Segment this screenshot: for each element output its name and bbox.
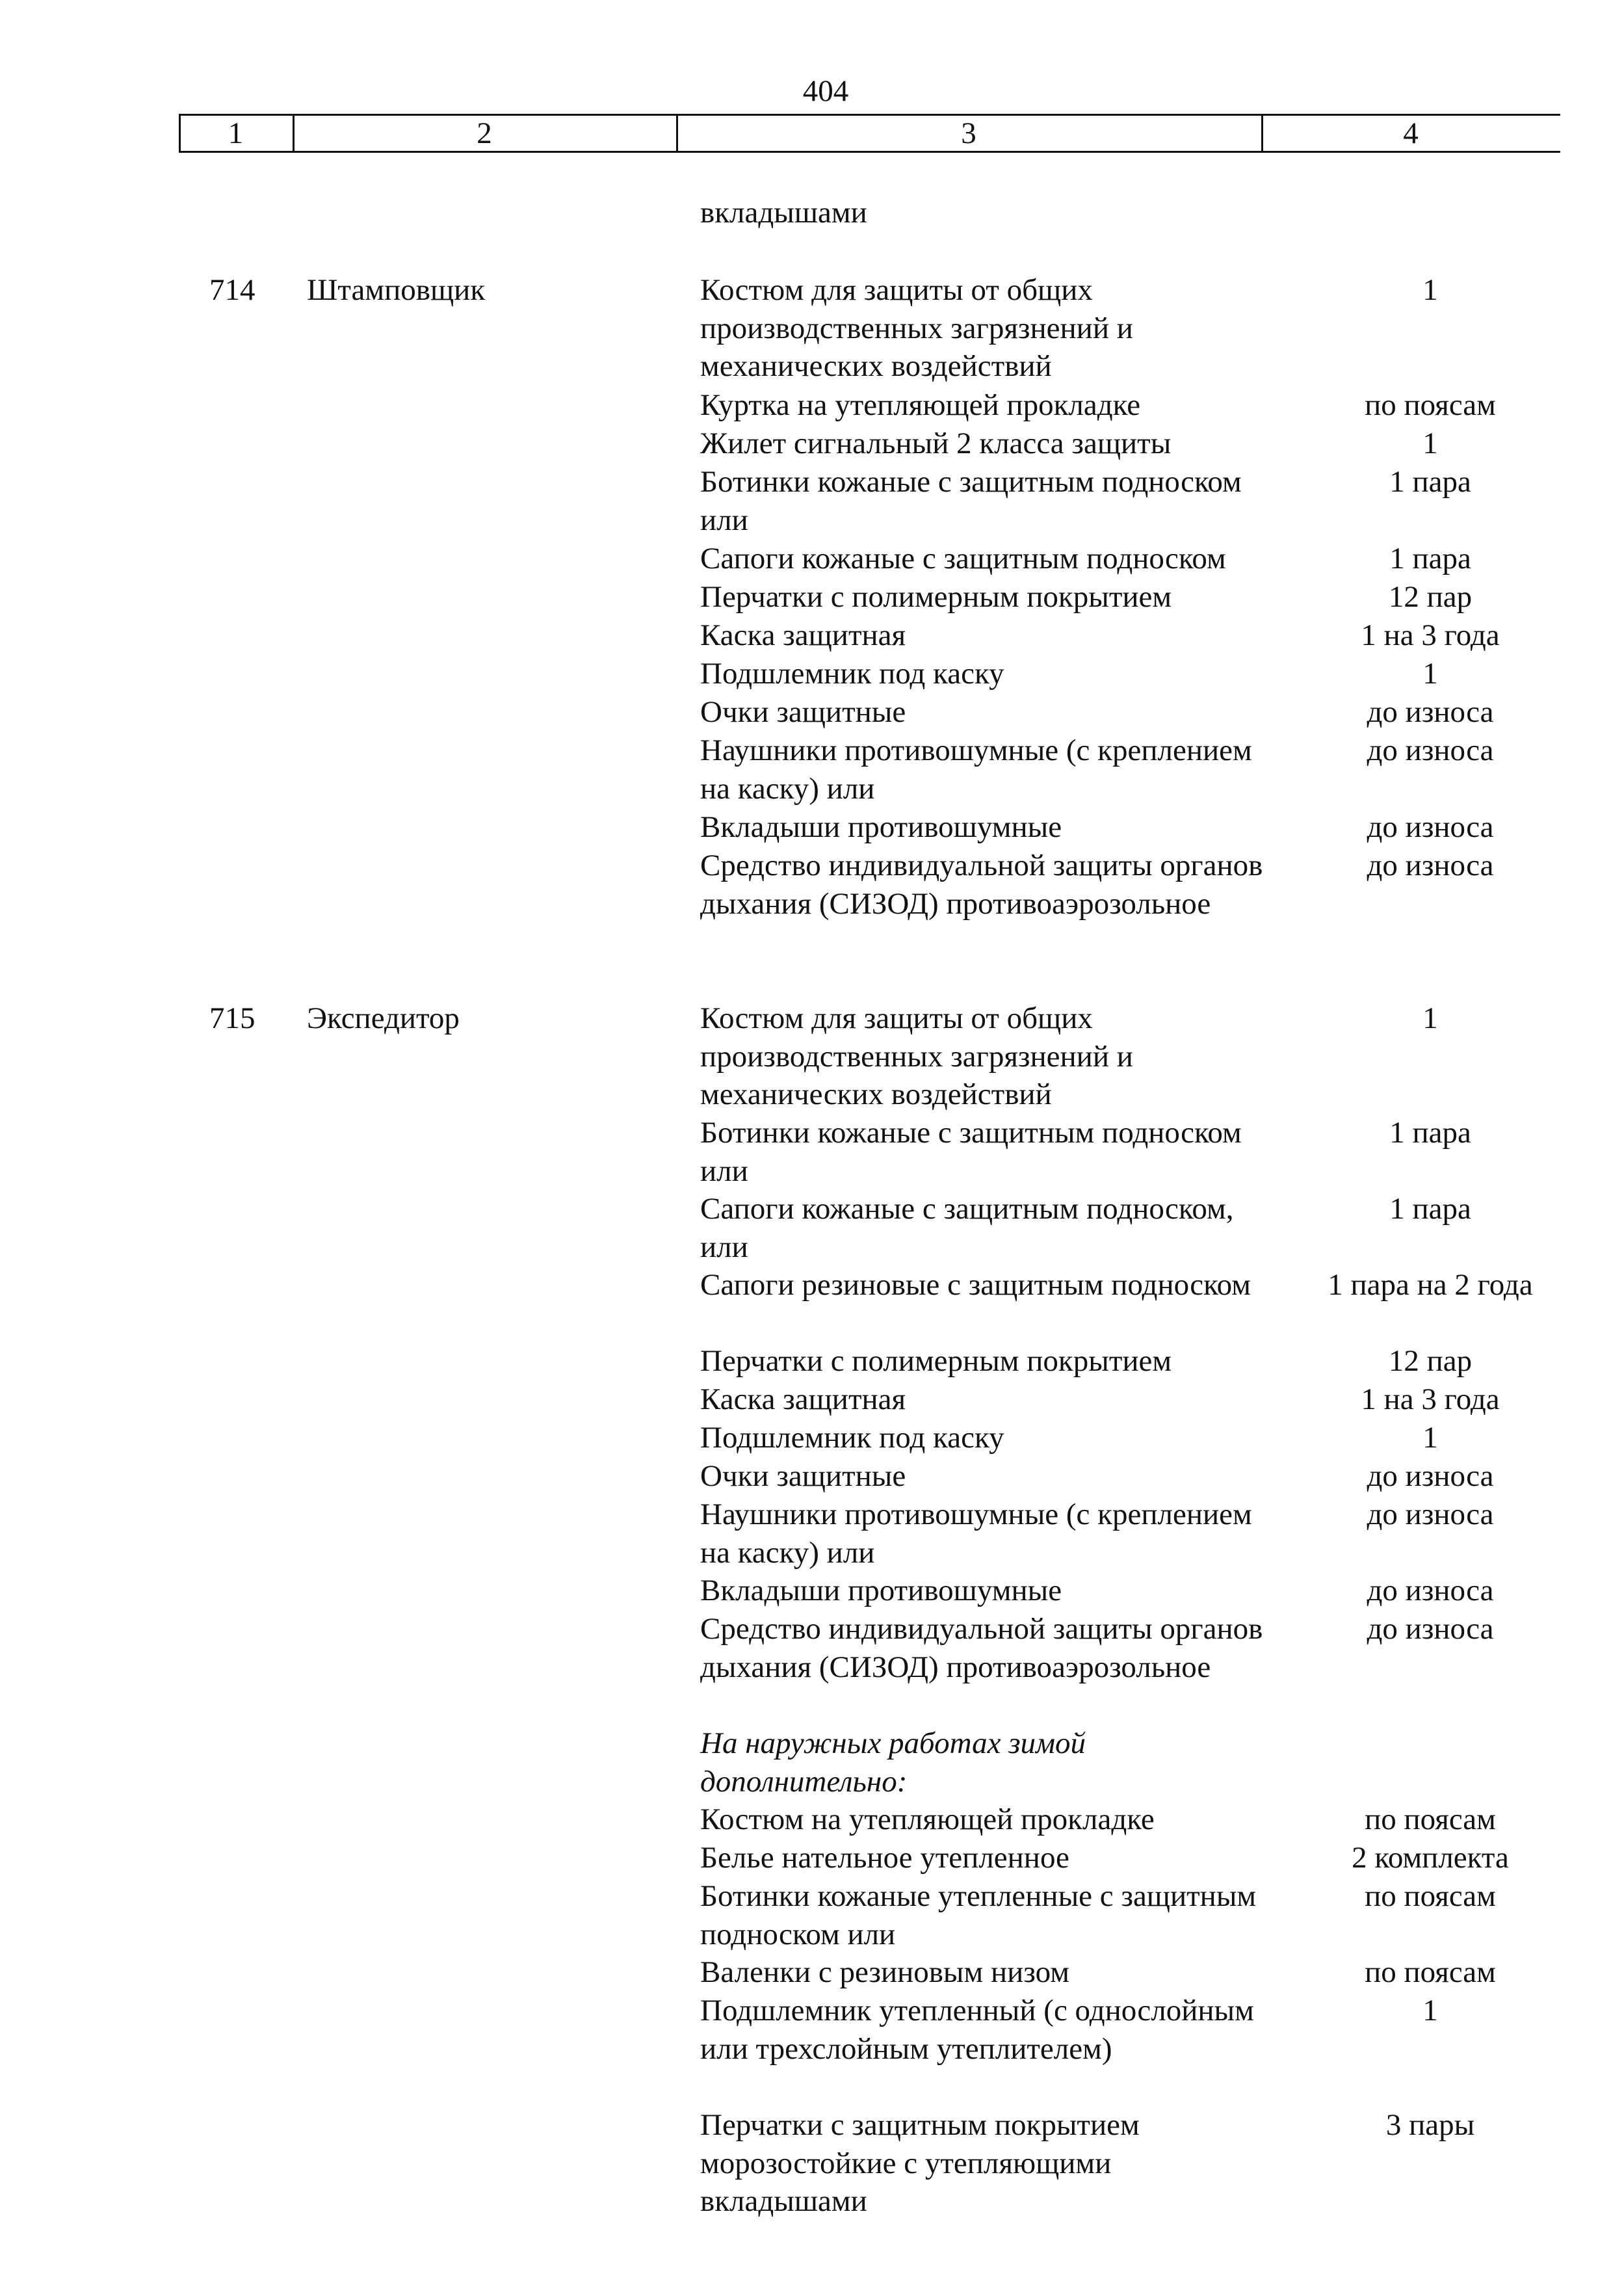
header-col-1: 1 [228,116,244,150]
ppe-norm: 1 [1422,273,1438,307]
ppe-norm: 1 [1422,1421,1438,1455]
ppe-item: Куртка на утепляющей прокладке [700,388,1141,422]
ppe-item: Сапоги резиновые с защитным подноском [700,1268,1251,1302]
ppe-norm: до износа [1367,1574,1494,1607]
ppe-norm: до износа [1367,695,1494,729]
ppe-item: Перчатки с полимерным покрытием [700,1344,1172,1378]
ppe-norm: 3 пары [1385,2108,1475,2142]
ppe-norm: 1 пара [1389,1192,1471,1226]
ppe-norm: до износа [1367,810,1494,844]
ppe-item: Сапоги кожаные с защитным подноском, или [700,1192,1234,1264]
continuation-text: вкладышами [700,196,867,230]
profession-name: Экспедитор [307,1001,460,1035]
header-col-3: 3 [961,116,976,150]
ppe-item: Сапоги кожаные с защитным подноском [700,542,1226,575]
ppe-norm: по поясам [1365,1879,1496,1913]
ppe-norm: по поясам [1365,1802,1496,1836]
ppe-item: Очки защитные [700,1459,906,1493]
ppe-item: Жилет сигнальный 2 класса защиты [700,427,1172,460]
ppe-item: Наушники противошумные (с креплением на каску) или [700,1498,1252,1570]
ppe-item: Подшлемник утепленный (с однослойным или трехслойным утеплителем) [700,1994,1254,2066]
header-col-4: 4 [1403,116,1419,150]
ppe-norm: 1 пара [1389,1116,1471,1150]
ppe-norm: 1 [1422,1994,1438,2027]
ppe-norm: 2 комплекта [1352,1841,1509,1875]
ppe-item: Ботинки кожаные с защитным подноском или [700,465,1242,537]
ppe-item: Очки защитные [700,695,906,729]
ppe-norm: 1 на 3 года [1361,1382,1500,1416]
page-number: 404 [802,74,849,108]
profession-name: Штамповщик [307,273,486,307]
ppe-norm: до износа [1367,1612,1494,1646]
ppe-item: Валенки с резиновым низом [700,1955,1069,1989]
ppe-item: Белье нательное утепленное [700,1841,1069,1875]
ppe-norm: до износа [1367,849,1494,882]
header-col-2: 2 [477,116,492,150]
ppe-item: Каска защитная [700,1382,906,1416]
ppe-norm: 1 [1422,427,1438,460]
ppe-item: Костюм на утепляющей прокладке [700,1802,1155,1836]
ppe-norm: до износа [1367,1498,1494,1531]
ppe-norm: по поясам [1365,388,1496,422]
section-number: 714 [209,273,255,307]
ppe-norm: 1 пара [1389,465,1471,499]
ppe-item: Вкладыши противошумные [700,810,1062,844]
ppe-item: Перчатки с защитным покрытием морозостойкие с утепляющими вкладышами [700,2108,1140,2218]
ppe-item: Костюм для защиты от общих производственных загрязнений и механических воздействий [700,273,1133,383]
section-number: 715 [209,1001,255,1035]
ppe-item: Средство индивидуальной защиты органов дыхания (СИЗОД) противоаэрозольное [700,849,1263,921]
ppe-norm: 1 [1422,657,1438,691]
ppe-norm: 1 [1422,1001,1438,1035]
ppe-norm: 12 пар [1388,580,1473,614]
ppe-norm: до износа [1367,1459,1494,1493]
ppe-norm: 1 на 3 года [1361,618,1500,652]
ppe-item: Ботинки кожаные с защитным подноском или [700,1116,1242,1188]
ppe-item: Ботинки кожаные утепленные с защитным подноском или [700,1879,1257,1951]
ppe-norm: по поясам [1365,1955,1496,1989]
ppe-item: Вкладыши противошумные [700,1574,1062,1607]
ppe-item: Костюм для защиты от общих производственных загрязнений и механических воздействий [700,1001,1133,1111]
ppe-norm: 1 пара на 2 года [1328,1268,1533,1302]
winter-subheading: На наружных работах зимой дополнительно: [700,1726,1086,1799]
ppe-norm: 12 пар [1388,1344,1473,1378]
ppe-norm: 1 пара [1389,542,1471,575]
ppe-item: Подшлемник под каску [700,1421,1004,1455]
ppe-norm: до износа [1367,733,1494,767]
ppe-item: Наушники противошумные (с креплением на каску) или [700,733,1252,806]
ppe-item: Подшлемник под каску [700,657,1004,691]
ppe-item: Средство индивидуальной защиты органов дыхания (СИЗОД) противоаэрозольное [700,1612,1263,1684]
ppe-item: Каска защитная [700,618,906,652]
ppe-item: Перчатки с полимерным покрытием [700,580,1172,614]
